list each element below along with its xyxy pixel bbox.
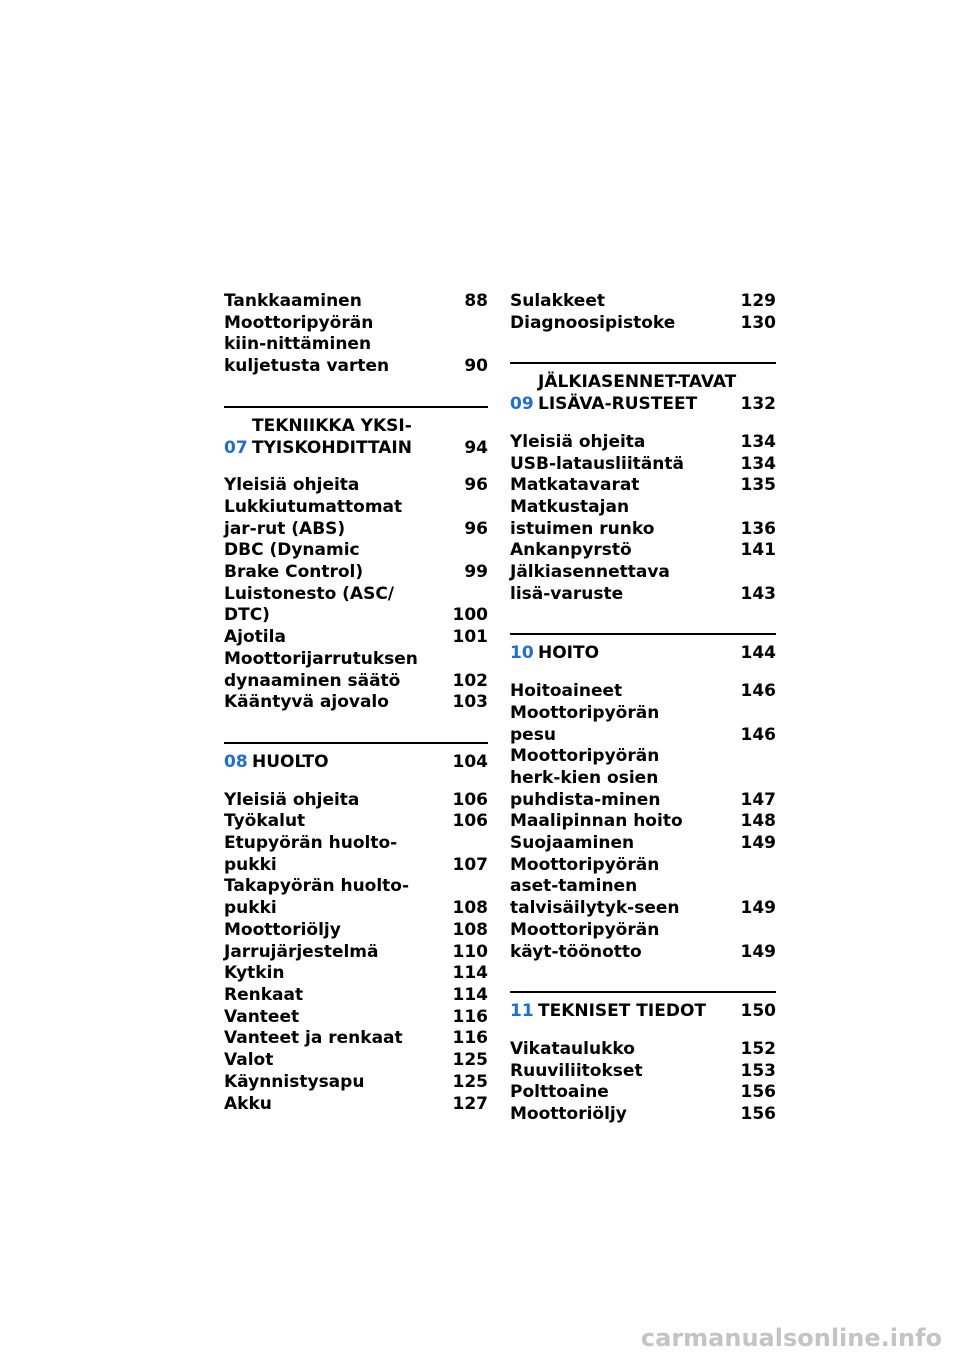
toc-entry[interactable]: [224, 1028, 488, 1050]
toc-entry[interactable]: [510, 681, 776, 703]
toc-entry-title: Moottoripyörän pesu: [510, 702, 660, 745]
chapter-heading[interactable]: [224, 406, 488, 459]
toc-entry-title: Ankanpyrstö: [510, 540, 632, 561]
toc-entry-title: Vanteet ja renkaat: [224, 1028, 403, 1049]
toc-entry[interactable]: [510, 833, 776, 855]
toc-entry[interactable]: [224, 811, 488, 833]
toc-entry[interactable]: [510, 475, 776, 497]
toc-entry[interactable]: [510, 454, 776, 476]
toc-entry[interactable]: [510, 1039, 776, 1061]
chapter-page: 104: [452, 751, 488, 772]
toc-entry[interactable]: [224, 497, 488, 540]
chapter-page: 94: [464, 437, 488, 458]
toc-entry-page: 108: [452, 919, 488, 940]
toc-entry-page: 134: [740, 453, 776, 474]
toc-entry[interactable]: [224, 540, 488, 583]
toc-entry[interactable]: [224, 790, 488, 812]
toc-entry-title: Käynnistysapu: [224, 1071, 365, 1092]
toc-entry-page: 135: [740, 475, 776, 496]
toc-entry-page: 114: [452, 963, 488, 984]
toc-entry[interactable]: [510, 746, 776, 811]
toc-entry-page: 127: [452, 1093, 488, 1114]
toc-entry-title: Ajotila: [224, 627, 286, 648]
toc-entry[interactable]: [510, 920, 776, 963]
toc-entry-title: Etupyörän huolto-pukki: [224, 833, 398, 875]
toc-entry-page: 106: [452, 789, 488, 810]
toc-entry-title: Luistonesto (ASC/ DTC): [224, 583, 395, 626]
toc-entry[interactable]: [224, 985, 488, 1007]
toc-entry-page: 90: [464, 356, 488, 377]
toc-entry[interactable]: [224, 963, 488, 985]
toc-entry-title: Jälkiasennettava lisä-varuste: [510, 562, 670, 604]
toc-entry-title: Vikataulukko: [510, 1038, 635, 1059]
toc-entry-page: 100: [452, 605, 488, 626]
toc-entry-page: 108: [452, 898, 488, 919]
toc-entry[interactable]: [224, 584, 488, 627]
toc-entry-title: Moottoripyörän herk-kien osien puhdista-minen: [510, 746, 661, 810]
toc-entry-title: Valot: [224, 1050, 274, 1071]
chapter-title: JÄLKIASENNET-TAVAT LISÄVA-RUSTEET: [538, 372, 737, 415]
toc-entry-page: 114: [452, 984, 488, 1005]
chapter-page: 144: [740, 643, 776, 664]
toc-entry-title: Tankkaaminen: [224, 291, 362, 311]
toc-entry[interactable]: [510, 291, 776, 313]
toc-entry-title: Jarrujärjestelmä: [224, 941, 379, 962]
toc-entry-page: 88: [464, 291, 488, 311]
chapter-number: 08: [224, 751, 248, 772]
toc-entry-title: Moottorijarrutuksen dynaaminen säätö: [224, 648, 418, 691]
toc-entry-page: 149: [740, 941, 776, 962]
toc-entry-page: 125: [452, 1071, 488, 1092]
toc-entry-page: 149: [740, 898, 776, 919]
toc-entry-page: 136: [740, 518, 776, 539]
toc-entry-page: 153: [740, 1060, 776, 1081]
chapter-number: 10: [510, 643, 534, 664]
toc-entry-title: Moottoriöljy: [510, 1104, 627, 1125]
toc-entry-title: Ruuviliitokset: [510, 1060, 643, 1081]
toc-entry-page: 103: [452, 692, 488, 713]
watermark: carmanualsonline.info: [640, 1324, 942, 1352]
chapter-title: TEKNISET TIEDOT: [538, 1001, 706, 1022]
toc-entry[interactable]: [510, 1104, 776, 1126]
toc-entry-page: 110: [452, 941, 488, 962]
toc-entry[interactable]: [510, 562, 776, 605]
toc-entry-title: Polttoaine: [510, 1082, 609, 1103]
chapter-number: 11: [510, 1001, 534, 1022]
toc-entry-page: 96: [464, 475, 488, 496]
chapter-number: 07: [224, 437, 248, 458]
toc-entry-title: Työkalut: [224, 811, 306, 832]
toc-entry-page: 134: [740, 431, 776, 452]
toc-entry-page: 148: [740, 811, 776, 832]
toc-entry-page: 146: [740, 724, 776, 745]
toc-entry-title: Kääntyvä ajovalo: [224, 692, 389, 713]
toc-entry-title: Diagnoosipistoke: [510, 312, 676, 333]
toc-entry-page: 102: [452, 670, 488, 691]
toc-entry-page: 147: [740, 789, 776, 810]
toc-entry-page: 149: [740, 833, 776, 854]
toc-entry[interactable]: [224, 291, 488, 313]
toc-left-column: [224, 291, 488, 1115]
toc-entry-page: 152: [740, 1038, 776, 1059]
toc-entry-page: 101: [452, 627, 488, 648]
chapter-heading[interactable]: [510, 362, 776, 415]
toc-entry[interactable]: [510, 1082, 776, 1104]
toc-entry[interactable]: [224, 920, 488, 942]
toc-entry-title: Moottoripyörän aset-taminen talvisäilytyk-seen: [510, 854, 680, 919]
toc-entry-title: Renkaat: [224, 984, 304, 1005]
toc-entry-page: 129: [740, 291, 776, 311]
toc-entry[interactable]: [510, 703, 776, 746]
toc-entry-title: DBC (Dynamic Brake Control): [224, 540, 364, 583]
toc-entry[interactable]: [224, 1050, 488, 1072]
toc-entry-page: 146: [740, 681, 776, 702]
chapter-number: 09: [510, 394, 534, 415]
toc-entry-page: 116: [452, 1006, 488, 1027]
toc-entry[interactable]: [510, 1061, 776, 1083]
chapter-page: 150: [740, 1001, 776, 1022]
toc-entry[interactable]: [224, 833, 488, 876]
toc-entry-title: Takapyörän huolto-pukki: [224, 876, 410, 919]
toc-entry-page: 116: [452, 1028, 488, 1049]
toc-entry-title: Kytkin: [224, 963, 285, 984]
chapter-title: TEKNIIKKA YKSI-TYISKOHDITTAIN: [252, 415, 412, 458]
chapter-page: 132: [740, 394, 776, 415]
toc-entry[interactable]: [224, 475, 488, 497]
toc-entry[interactable]: [224, 1072, 488, 1094]
toc-entry-title: Moottoriöljy: [224, 919, 341, 940]
chapter-heading[interactable]: [224, 742, 488, 774]
chapter-title: HOITO: [538, 643, 600, 664]
toc-entry-title: Matkatavarat: [510, 475, 640, 496]
toc-entry[interactable]: [224, 1007, 488, 1029]
chapter-heading[interactable]: [510, 633, 776, 665]
toc-entry[interactable]: [510, 313, 776, 335]
toc-entry[interactable]: [224, 942, 488, 964]
toc-entry[interactable]: [510, 540, 776, 562]
toc-entry[interactable]: [224, 1094, 488, 1116]
toc-entry[interactable]: [510, 432, 776, 454]
toc-entry-title: Moottoripyörän käyt-töönotto: [510, 919, 660, 962]
toc-entry-title: Vanteet: [224, 1006, 300, 1027]
toc-entry-title: Hoitoaineet: [510, 681, 623, 702]
toc-right-column: [510, 291, 776, 1126]
toc-entry-page: 107: [452, 854, 488, 875]
toc-entry[interactable]: [224, 649, 488, 692]
toc-entry-page: 141: [740, 540, 776, 561]
toc-entry-page: 130: [740, 312, 776, 333]
toc-entry-title: Yleisiä ohjeita: [510, 431, 646, 452]
toc-entry[interactable]: [224, 692, 488, 714]
toc-entry-page: 143: [740, 583, 776, 604]
toc-entry-title: USB-latausliitäntä: [510, 453, 684, 474]
chapter-title: HUOLTO: [252, 751, 329, 772]
toc-entry-title: Maalipinnan hoito: [510, 811, 683, 832]
toc-entry-page: 99: [464, 562, 488, 583]
chapter-heading[interactable]: [510, 991, 776, 1023]
toc-entry-title: Suojaaminen: [510, 833, 635, 854]
toc-entry-title: Yleisiä ohjeita: [224, 789, 360, 810]
toc-entry-page: 156: [740, 1082, 776, 1103]
toc-entry[interactable]: [224, 627, 488, 649]
toc-entry[interactable]: [510, 811, 776, 833]
toc-entry-page: 106: [452, 811, 488, 832]
toc-entry-title: Lukkiutumattomat jar-rut (ABS): [224, 496, 403, 539]
toc-entry-title: Akku: [224, 1093, 272, 1114]
toc-entry-title: Yleisiä ohjeita: [224, 475, 360, 496]
toc-entry-title: Sulakkeet: [510, 291, 605, 311]
toc-entry-page: 96: [464, 518, 488, 539]
toc-entry[interactable]: [510, 855, 776, 920]
toc-entry[interactable]: [510, 497, 776, 540]
toc-entry-page: 156: [740, 1104, 776, 1125]
toc-entry-title: Moottoripyörän kiin-nittäminen kuljetusta varten: [224, 312, 390, 377]
toc-entry-page: 125: [452, 1050, 488, 1071]
toc-entry-title: Matkustajan istuimen runko: [510, 496, 655, 539]
toc-entry[interactable]: [224, 313, 488, 378]
toc-entry[interactable]: [224, 876, 488, 919]
